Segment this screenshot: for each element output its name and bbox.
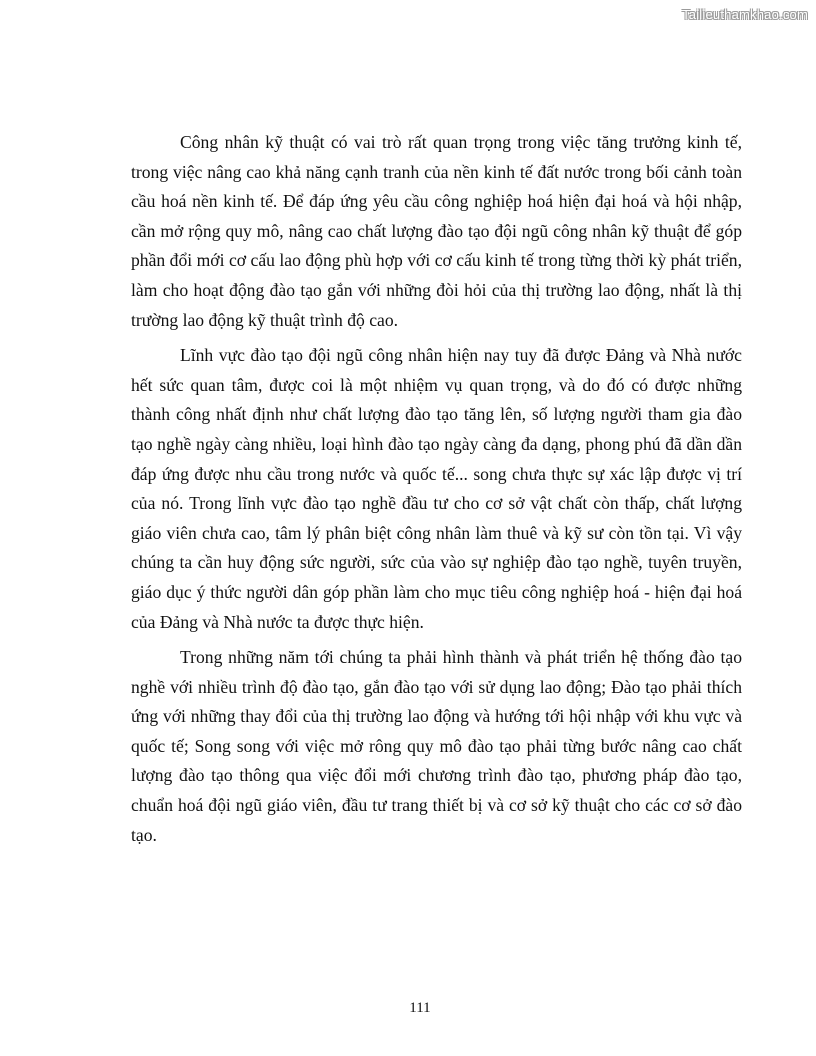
paragraph-3: Trong những năm tới chúng ta phải hình thành và phát triển hệ thống đào tạo nghề với nhiều trình độ đào tạo, gắn đào tạo với sử dụng lao động; Đào tạo phải thích ứng với những thay đổi của thị trường lao động và hướng tới hội nhập với khu vực và quốc tế; Song song với việc mở rông quy mô đào tạo phải từng bước nâng cao chất lượng đào tạo thông qua việc đổi mới chương trình đào tạo, phương pháp đào tạo, chuẩn hoá đội ngũ giáo viên, đầu tư trang thiết bị và cơ sở kỹ thuật cho các cơ sở đào tạo.	[131, 647, 742, 845]
watermark: Tailieuthamkhao.com	[682, 7, 808, 22]
paragraph-2: Lĩnh vực đào tạo đội ngũ công nhân hiện nay tuy đã được Đảng và Nhà nước hết sức quan tâm, được coi là một nhiệm vụ quan trọng, và do đó có được những thành công nhất định như chất lượng đào tạo tăng lên, số lượng người tham gia đào tạo nghề ngày càng nhiều, loại hình đào tạo ngày càng đa dạng, phong phú đã dần dần đáp ứng được nhu cầu trong nước và quốc tế... song chưa thực sự xác lập được vị trí của nó. Trong lĩnh vực đào tạo nghề đầu tư cho cơ sở vật chất còn thấp, chất lượng giáo viên chưa cao, tâm lý phân biệt công nhân làm thuê và kỹ sư còn tồn tại. Vì vậy chúng ta cần huy động sức người, sức của vào sự nghiệp đào tạo nghề, tuyên truyền, giáo dục ý thức người dân góp phần làm cho mục tiêu công nghiệp hoá - hiện đại hoá của Đảng và Nhà nước ta được thực hiện.	[131, 345, 742, 632]
page-number: 111	[409, 1000, 431, 1016]
document-body	[131, 128, 742, 856]
paragraph-1: Công nhân kỹ thuật có vai trò rất quan trọng trong việc tăng trưởng kinh tế, trong việc nâng cao khả năng cạnh tranh của nền kinh tế đất nước trong bối cảnh toàn cầu hoá nền kinh tế. Để đáp ứng yêu cầu công nghiệp hoá hiện đại hoá và hội nhập, cần mở rộng quy mô, nâng cao chất lượng đào tạo đội ngũ công nhân kỹ thuật để góp phần đổi mới cơ cấu lao động phù hợp với cơ cấu kinh tế trong từng thời kỳ phát triển, làm cho hoạt động đào tạo gắn với những đòi hỏi của thị trường lao động, nhất là thị trường lao động kỹ thuật trình độ cao.	[131, 132, 742, 330]
